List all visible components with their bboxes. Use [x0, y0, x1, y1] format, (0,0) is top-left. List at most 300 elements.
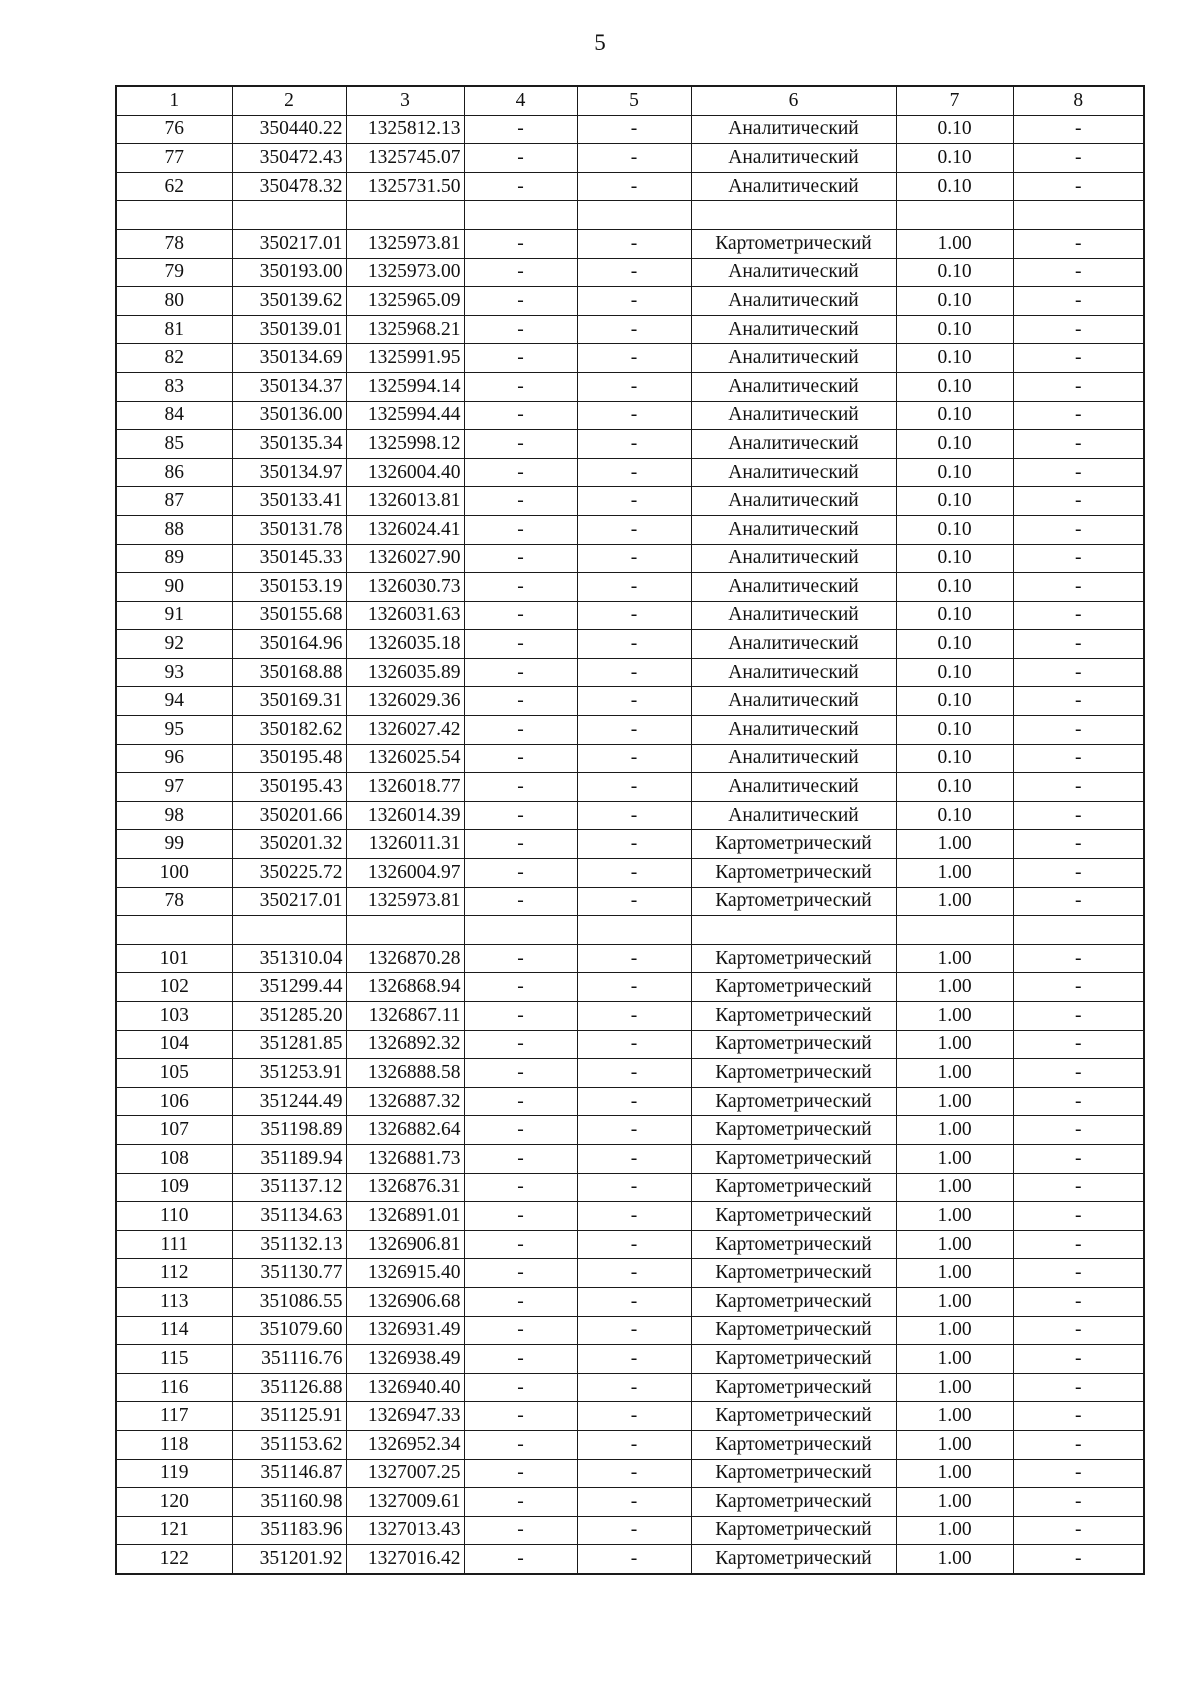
x-coordinate-cell: 350472.43 — [232, 144, 346, 173]
method-cell: Картометрический — [691, 1430, 896, 1459]
col4-cell: - — [464, 973, 577, 1002]
col5-cell: - — [577, 1402, 691, 1431]
table-row — [116, 887, 1144, 916]
col8-cell: - — [1013, 115, 1144, 144]
method-cell: Аналитический — [691, 630, 896, 659]
col5-cell: - — [577, 716, 691, 745]
table-row — [116, 201, 1144, 230]
table-row — [116, 916, 1144, 945]
col4-cell: - — [464, 1230, 577, 1259]
col4-cell: - — [464, 801, 577, 830]
point-number-cell: 122 — [116, 1545, 232, 1574]
x-coordinate-cell: 351310.04 — [232, 944, 346, 973]
header-cell: 7 — [896, 86, 1013, 115]
table-row — [116, 115, 1144, 144]
method-cell: Картометрический — [691, 887, 896, 916]
y-coordinate-cell: 1326014.39 — [346, 801, 464, 830]
y-coordinate-cell: 1326024.41 — [346, 515, 464, 544]
point-number-cell: 108 — [116, 1144, 232, 1173]
col4-cell: - — [464, 1430, 577, 1459]
col4-cell: - — [464, 1402, 577, 1431]
method-cell: Картометрический — [691, 859, 896, 888]
y-coordinate-cell: 1326892.32 — [346, 1030, 464, 1059]
col5-cell: - — [577, 1173, 691, 1202]
table-row — [116, 687, 1144, 716]
col8-cell: - — [1013, 1430, 1144, 1459]
method-cell: Аналитический — [691, 801, 896, 830]
table-row — [116, 458, 1144, 487]
y-coordinate-cell: 1326027.42 — [346, 716, 464, 745]
accuracy-cell: 1.00 — [896, 1287, 1013, 1316]
y-coordinate-cell: 1325745.07 — [346, 144, 464, 173]
col4-cell: - — [464, 744, 577, 773]
col4-cell: - — [464, 658, 577, 687]
x-coordinate-cell: 351086.55 — [232, 1287, 346, 1316]
x-coordinate-cell: 350164.96 — [232, 630, 346, 659]
y-coordinate-cell: 1327013.43 — [346, 1516, 464, 1545]
accuracy-cell: 1.00 — [896, 1116, 1013, 1145]
point-number-cell: 84 — [116, 401, 232, 430]
col5-cell: - — [577, 1459, 691, 1488]
accuracy-cell: 0.10 — [896, 630, 1013, 659]
accuracy-cell: 0.10 — [896, 372, 1013, 401]
col8-cell: - — [1013, 1087, 1144, 1116]
x-coordinate-cell: 351281.85 — [232, 1030, 346, 1059]
col4-cell: - — [464, 1345, 577, 1374]
y-coordinate-cell: 1326906.68 — [346, 1287, 464, 1316]
accuracy-cell: 1.00 — [896, 944, 1013, 973]
x-coordinate-cell: 350135.34 — [232, 430, 346, 459]
col4-cell: - — [464, 172, 577, 201]
method-cell: Картометрический — [691, 1087, 896, 1116]
y-coordinate-cell: 1325973.81 — [346, 887, 464, 916]
method-cell: Картометрический — [691, 1373, 896, 1402]
method-cell: Картометрический — [691, 1459, 896, 1488]
col4-cell: - — [464, 430, 577, 459]
col4-cell: - — [464, 401, 577, 430]
method-cell: Картометрический — [691, 1116, 896, 1145]
table-row — [116, 801, 1144, 830]
col5-cell: - — [577, 1059, 691, 1088]
method-cell: Картометрический — [691, 973, 896, 1002]
method-cell: Картометрический — [691, 944, 896, 973]
point-number-cell: 80 — [116, 287, 232, 316]
x-coordinate-cell: 350440.22 — [232, 115, 346, 144]
x-coordinate-cell: 350201.66 — [232, 801, 346, 830]
col8-cell: - — [1013, 801, 1144, 830]
accuracy-cell: 1.00 — [896, 1488, 1013, 1517]
col5-cell: - — [577, 515, 691, 544]
col8-cell: - — [1013, 1259, 1144, 1288]
col5-cell: - — [577, 430, 691, 459]
header-cell: 6 — [691, 86, 896, 115]
col5-cell: - — [577, 115, 691, 144]
x-coordinate-cell: 351134.63 — [232, 1202, 346, 1231]
col4-cell: - — [464, 515, 577, 544]
col8-cell: - — [1013, 372, 1144, 401]
x-coordinate-cell: 350169.31 — [232, 687, 346, 716]
x-coordinate-cell: 350225.72 — [232, 859, 346, 888]
y-coordinate-cell: 1326947.33 — [346, 1402, 464, 1431]
method-cell: Картометрический — [691, 1488, 896, 1517]
col8-cell: - — [1013, 716, 1144, 745]
x-coordinate-cell: 350131.78 — [232, 515, 346, 544]
col8-cell: - — [1013, 887, 1144, 916]
col4-cell: - — [464, 258, 577, 287]
x-coordinate-cell: 351146.87 — [232, 1459, 346, 1488]
y-coordinate-cell: 1326029.36 — [346, 687, 464, 716]
method-cell: Картометрический — [691, 1287, 896, 1316]
y-coordinate-cell: 1325991.95 — [346, 344, 464, 373]
y-coordinate-cell: 1325994.44 — [346, 401, 464, 430]
y-coordinate-cell: 1326952.34 — [346, 1430, 464, 1459]
y-coordinate-cell: 1326004.40 — [346, 458, 464, 487]
col5-cell: - — [577, 1202, 691, 1231]
table-row — [116, 944, 1144, 973]
table-row — [116, 1202, 1144, 1231]
col4-cell: - — [464, 1202, 577, 1231]
accuracy-cell: 0.10 — [896, 401, 1013, 430]
col5-cell: - — [577, 1144, 691, 1173]
y-coordinate-cell: 1326018.77 — [346, 773, 464, 802]
col4-cell — [464, 201, 577, 230]
point-number-cell: 107 — [116, 1116, 232, 1145]
table-row — [116, 1316, 1144, 1345]
col4-cell: - — [464, 716, 577, 745]
x-coordinate-cell: 350155.68 — [232, 601, 346, 630]
col5-cell: - — [577, 1316, 691, 1345]
point-number-cell: 78 — [116, 229, 232, 258]
col4-cell: - — [464, 487, 577, 516]
x-coordinate-cell: 350217.01 — [232, 229, 346, 258]
col4-cell: - — [464, 1316, 577, 1345]
x-coordinate-cell: 351183.96 — [232, 1516, 346, 1545]
point-number-cell: 119 — [116, 1459, 232, 1488]
col4-cell: - — [464, 944, 577, 973]
col4-cell: - — [464, 344, 577, 373]
accuracy-cell: 0.10 — [896, 573, 1013, 602]
point-number-cell: 86 — [116, 458, 232, 487]
accuracy-cell: 1.00 — [896, 830, 1013, 859]
table-row — [116, 1430, 1144, 1459]
y-coordinate-cell: 1325973.81 — [346, 229, 464, 258]
y-coordinate-cell: 1326906.81 — [346, 1230, 464, 1259]
point-number-cell: 112 — [116, 1259, 232, 1288]
col8-cell: - — [1013, 1516, 1144, 1545]
table-body — [116, 115, 1144, 1574]
point-number-cell — [116, 201, 232, 230]
coordinates-table — [115, 85, 1145, 1575]
method-cell: Аналитический — [691, 658, 896, 687]
x-coordinate-cell: 350134.37 — [232, 372, 346, 401]
method-cell: Аналитический — [691, 315, 896, 344]
method-cell: Аналитический — [691, 430, 896, 459]
point-number-cell: 62 — [116, 172, 232, 201]
point-number-cell: 94 — [116, 687, 232, 716]
x-coordinate-cell: 351285.20 — [232, 1002, 346, 1031]
table-row — [116, 229, 1144, 258]
table-row — [116, 1087, 1144, 1116]
col5-cell: - — [577, 1430, 691, 1459]
x-coordinate-cell: 350145.33 — [232, 544, 346, 573]
accuracy-cell: 0.10 — [896, 601, 1013, 630]
table-row — [116, 1002, 1144, 1031]
col5-cell: - — [577, 287, 691, 316]
col5-cell: - — [577, 229, 691, 258]
y-coordinate-cell: 1326881.73 — [346, 1144, 464, 1173]
point-number-cell: 77 — [116, 144, 232, 173]
point-number-cell: 76 — [116, 115, 232, 144]
x-coordinate-cell: 351137.12 — [232, 1173, 346, 1202]
col4-cell: - — [464, 315, 577, 344]
y-coordinate-cell: 1326940.40 — [346, 1373, 464, 1402]
col8-cell: - — [1013, 515, 1144, 544]
method-cell: Аналитический — [691, 372, 896, 401]
method-cell: Аналитический — [691, 716, 896, 745]
col8-cell: - — [1013, 687, 1144, 716]
col4-cell: - — [464, 229, 577, 258]
accuracy-cell: 0.10 — [896, 258, 1013, 287]
method-cell: Аналитический — [691, 515, 896, 544]
col8-cell: - — [1013, 344, 1144, 373]
col8-cell: - — [1013, 1316, 1144, 1345]
header-cell: 3 — [346, 86, 464, 115]
col5-cell: - — [577, 801, 691, 830]
point-number-cell: 81 — [116, 315, 232, 344]
table-row — [116, 630, 1144, 659]
accuracy-cell: 1.00 — [896, 1430, 1013, 1459]
col5-cell: - — [577, 1087, 691, 1116]
col4-cell: - — [464, 1087, 577, 1116]
table-row — [116, 287, 1144, 316]
y-coordinate-cell: 1325994.14 — [346, 372, 464, 401]
accuracy-cell: 1.00 — [896, 1230, 1013, 1259]
y-coordinate-cell: 1326938.49 — [346, 1345, 464, 1374]
accuracy-cell: 1.00 — [896, 973, 1013, 1002]
col4-cell: - — [464, 887, 577, 916]
col4-cell: - — [464, 687, 577, 716]
col8-cell: - — [1013, 430, 1144, 459]
col8-cell: - — [1013, 830, 1144, 859]
point-number-cell: 92 — [116, 630, 232, 659]
accuracy-cell: 0.10 — [896, 144, 1013, 173]
x-coordinate-cell: 350195.43 — [232, 773, 346, 802]
y-coordinate-cell: 1325968.21 — [346, 315, 464, 344]
method-cell: Картометрический — [691, 1316, 896, 1345]
col8-cell: - — [1013, 1287, 1144, 1316]
col5-cell: - — [577, 1516, 691, 1545]
col5-cell: - — [577, 1259, 691, 1288]
point-number-cell: 102 — [116, 973, 232, 1002]
y-coordinate-cell: 1325973.00 — [346, 258, 464, 287]
accuracy-cell: 1.00 — [896, 887, 1013, 916]
x-coordinate-cell: 351244.49 — [232, 1087, 346, 1116]
point-number-cell: 105 — [116, 1059, 232, 1088]
x-coordinate-cell — [232, 201, 346, 230]
col5-cell: - — [577, 1488, 691, 1517]
table-row — [116, 573, 1144, 602]
method-cell: Аналитический — [691, 172, 896, 201]
method-cell: Аналитический — [691, 144, 896, 173]
y-coordinate-cell: 1325731.50 — [346, 172, 464, 201]
col4-cell: - — [464, 1516, 577, 1545]
col8-cell: - — [1013, 773, 1144, 802]
col5-cell — [577, 201, 691, 230]
x-coordinate-cell: 351198.89 — [232, 1116, 346, 1145]
method-cell: Аналитический — [691, 344, 896, 373]
accuracy-cell: 0.10 — [896, 658, 1013, 687]
method-cell: Картометрический — [691, 229, 896, 258]
col4-cell: - — [464, 1459, 577, 1488]
table-row — [116, 1516, 1144, 1545]
col4-cell: - — [464, 115, 577, 144]
col8-cell: - — [1013, 229, 1144, 258]
point-number-cell: 89 — [116, 544, 232, 573]
col8-cell: - — [1013, 1230, 1144, 1259]
col8-cell: - — [1013, 258, 1144, 287]
point-number-cell: 93 — [116, 658, 232, 687]
point-number-cell: 97 — [116, 773, 232, 802]
col5-cell: - — [577, 887, 691, 916]
table-row — [116, 487, 1144, 516]
method-cell: Аналитический — [691, 458, 896, 487]
point-number-cell: 109 — [116, 1173, 232, 1202]
x-coordinate-cell: 351126.88 — [232, 1373, 346, 1402]
x-coordinate-cell: 351189.94 — [232, 1144, 346, 1173]
table-row — [116, 601, 1144, 630]
col5-cell: - — [577, 1116, 691, 1145]
table-row — [116, 1059, 1144, 1088]
y-coordinate-cell: 1326035.89 — [346, 658, 464, 687]
accuracy-cell: 1.00 — [896, 1030, 1013, 1059]
col4-cell: - — [464, 773, 577, 802]
table-row — [116, 1230, 1144, 1259]
y-coordinate-cell: 1326025.54 — [346, 744, 464, 773]
col8-cell: - — [1013, 1173, 1144, 1202]
col4-cell: - — [464, 372, 577, 401]
col5-cell: - — [577, 973, 691, 1002]
x-coordinate-cell: 350139.62 — [232, 287, 346, 316]
x-coordinate-cell: 350478.32 — [232, 172, 346, 201]
y-coordinate-cell: 1327009.61 — [346, 1488, 464, 1517]
method-cell: Аналитический — [691, 573, 896, 602]
col8-cell: - — [1013, 544, 1144, 573]
x-coordinate-cell: 350139.01 — [232, 315, 346, 344]
y-coordinate-cell: 1327007.25 — [346, 1459, 464, 1488]
point-number-cell: 99 — [116, 830, 232, 859]
point-number-cell: 83 — [116, 372, 232, 401]
col4-cell: - — [464, 830, 577, 859]
col8-cell: - — [1013, 744, 1144, 773]
col4-cell: - — [464, 573, 577, 602]
col5-cell: - — [577, 744, 691, 773]
method-cell: Аналитический — [691, 687, 896, 716]
col8-cell: - — [1013, 1373, 1144, 1402]
col5-cell: - — [577, 773, 691, 802]
col5-cell: - — [577, 344, 691, 373]
accuracy-cell: 0.10 — [896, 515, 1013, 544]
x-coordinate-cell: 350217.01 — [232, 887, 346, 916]
accuracy-cell: 1.00 — [896, 229, 1013, 258]
y-coordinate-cell: 1326027.90 — [346, 544, 464, 573]
table-row — [116, 1173, 1144, 1202]
x-coordinate-cell: 351079.60 — [232, 1316, 346, 1345]
table-row — [116, 344, 1144, 373]
point-number-cell: 79 — [116, 258, 232, 287]
col4-cell: - — [464, 287, 577, 316]
col8-cell: - — [1013, 1030, 1144, 1059]
y-coordinate-cell: 1326882.64 — [346, 1116, 464, 1145]
col8-cell: - — [1013, 1144, 1144, 1173]
y-coordinate-cell: 1326030.73 — [346, 573, 464, 602]
table-row — [116, 258, 1144, 287]
point-number-cell — [116, 916, 232, 945]
col5-cell: - — [577, 372, 691, 401]
accuracy-cell: 0.10 — [896, 687, 1013, 716]
accuracy-cell: 0.10 — [896, 287, 1013, 316]
col5-cell: - — [577, 458, 691, 487]
col4-cell: - — [464, 1059, 577, 1088]
x-coordinate-cell: 350182.62 — [232, 716, 346, 745]
point-number-cell: 115 — [116, 1345, 232, 1374]
col8-cell: - — [1013, 315, 1144, 344]
col5-cell: - — [577, 1545, 691, 1574]
table-row — [116, 658, 1144, 687]
x-coordinate-cell: 350133.41 — [232, 487, 346, 516]
col5-cell: - — [577, 401, 691, 430]
method-cell: Картометрический — [691, 1144, 896, 1173]
col8-cell: - — [1013, 1402, 1144, 1431]
y-coordinate-cell: 1326013.81 — [346, 487, 464, 516]
col8-cell: - — [1013, 1202, 1144, 1231]
col8-cell: - — [1013, 1059, 1144, 1088]
col8-cell: - — [1013, 859, 1144, 888]
table-row — [116, 1488, 1144, 1517]
accuracy-cell: 0.10 — [896, 716, 1013, 745]
table-row — [116, 144, 1144, 173]
point-number-cell: 113 — [116, 1287, 232, 1316]
col5-cell: - — [577, 144, 691, 173]
method-cell: Картометрический — [691, 1545, 896, 1574]
point-number-cell: 117 — [116, 1402, 232, 1431]
accuracy-cell: 0.10 — [896, 115, 1013, 144]
col4-cell: - — [464, 1287, 577, 1316]
col8-cell: - — [1013, 944, 1144, 973]
col5-cell: - — [577, 1030, 691, 1059]
point-number-cell: 106 — [116, 1087, 232, 1116]
accuracy-cell: 1.00 — [896, 1373, 1013, 1402]
col8-cell: - — [1013, 973, 1144, 1002]
x-coordinate-cell: 350136.00 — [232, 401, 346, 430]
table-row — [116, 859, 1144, 888]
table-row — [116, 1144, 1144, 1173]
point-number-cell: 120 — [116, 1488, 232, 1517]
method-cell: Аналитический — [691, 115, 896, 144]
x-coordinate-cell: 351299.44 — [232, 973, 346, 1002]
col8-cell: - — [1013, 573, 1144, 602]
point-number-cell: 82 — [116, 344, 232, 373]
method-cell: Аналитический — [691, 287, 896, 316]
x-coordinate-cell: 351160.98 — [232, 1488, 346, 1517]
y-coordinate-cell: 1326876.31 — [346, 1173, 464, 1202]
x-coordinate-cell: 350134.69 — [232, 344, 346, 373]
col8-cell: - — [1013, 287, 1144, 316]
col4-cell: - — [464, 1259, 577, 1288]
col5-cell: - — [577, 601, 691, 630]
accuracy-cell: 1.00 — [896, 1545, 1013, 1574]
col4-cell: - — [464, 859, 577, 888]
accuracy-cell: 0.10 — [896, 172, 1013, 201]
